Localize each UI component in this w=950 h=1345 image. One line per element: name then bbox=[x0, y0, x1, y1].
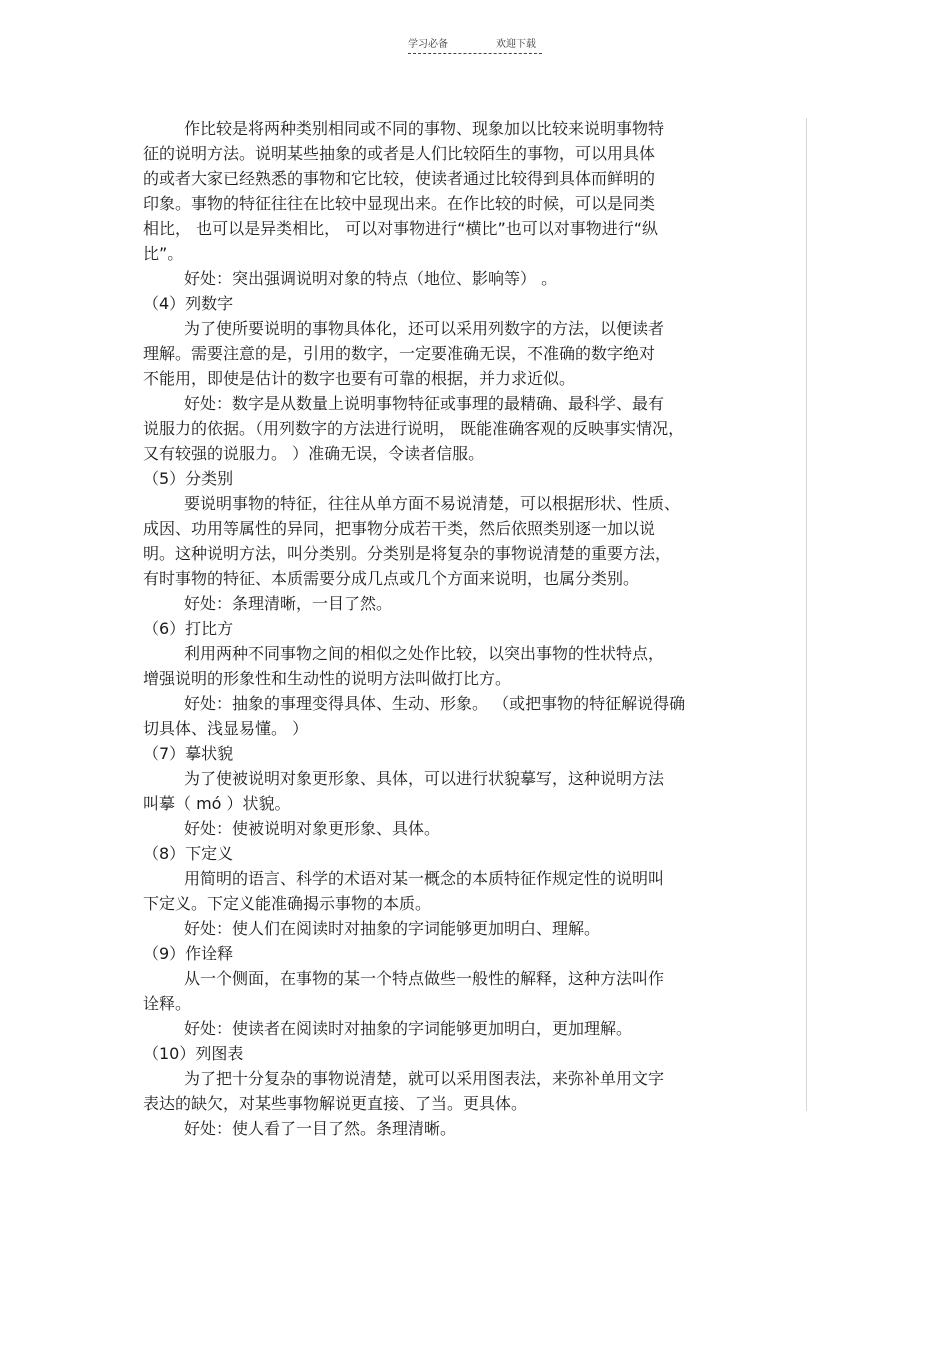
section-heading: （6）打比方 bbox=[143, 619, 234, 638]
text-line: 切具体、浅显易懂。 ） bbox=[143, 719, 309, 738]
text-line: 为了使所要说明的事物具体化，还可以采用列数字的方法，以便读者 bbox=[184, 319, 665, 338]
text-line: 为了把十分复杂的事物说清楚，就可以采用图表法，来弥补单用文字 bbox=[184, 1069, 665, 1088]
text-line: 印象。事物的特征往往在比较中显现出来。在作比较的时候，可以是同类 bbox=[143, 194, 656, 213]
text-line: 有时事物的特征、本质需要分成几点或几个方面来说明，也属分类别。 bbox=[143, 569, 640, 588]
text-line: 说服力的依据。（用列数字的方法进行说明， 既能准确客观的反映事实情况， bbox=[143, 419, 685, 438]
section-heading: （5）分类别 bbox=[143, 469, 234, 488]
section-heading: （4）列数字 bbox=[143, 294, 234, 313]
text-line: 作比较是将两种类别相同或不同的事物、现象加以比较来说明事物特 bbox=[184, 119, 665, 138]
text-line: 的或者大家已经熟悉的事物和它比较，使读者通过比较得到具体而鲜明的 bbox=[143, 169, 656, 188]
header-dashed-rule bbox=[408, 53, 542, 54]
text-line: 为了使被说明对象更形象、具体，可以进行状貌摹写，这种说明方法 bbox=[184, 769, 665, 788]
text-line: 不能用，即使是估计的数字也要有可靠的根据，并力求近似。 bbox=[143, 369, 576, 388]
section-heading: （8）下定义 bbox=[143, 844, 234, 863]
text-line: 从一个侧面，在事物的某一个特点做些一般性的解释，这种方法叫作 bbox=[184, 969, 665, 988]
margin-line bbox=[806, 118, 807, 1111]
text-line: 又有较强的说服力。 ）准确无误，令读者信服。 bbox=[143, 444, 485, 463]
text-line: 叫摹（ mó ）状貌。 bbox=[143, 794, 291, 813]
text-line: 下定义。下定义能准确揭示事物的本质。 bbox=[143, 894, 432, 913]
text-line: 好处：使人们在阅读时对抽象的字词能够更加明白、理解。 bbox=[184, 919, 601, 938]
text-line: 好处：使人看了一目了然。条理清晰。 bbox=[184, 1119, 457, 1138]
text-line: 好处：抽象的事理变得具体、生动、形象。 （或把事物的特征解说得确 bbox=[184, 694, 686, 713]
text-line: 好处：数字是从数量上说明事物特征或事理的最精确、最科学、最有 bbox=[184, 394, 665, 413]
text-line: 相比， 也可以是异类相比， 可以对事物进行“横比”也可以对事物进行“纵 bbox=[143, 219, 659, 238]
text-line: 理解。需要注意的是，引用的数字，一定要准确无误，不准确的数字绝对 bbox=[143, 344, 656, 363]
text-line: 明。这种说明方法，叫分类别。分类别是将复杂的事物说清楚的重要方法， bbox=[143, 544, 672, 563]
text-line: 表达的缺欠，对某些事物解说更直接、了当。更具体。 bbox=[143, 1094, 528, 1113]
section-heading: （7）摹状貌 bbox=[143, 744, 234, 763]
text-line: 征的说明方法。说明某些抽象的或者是人们比较陌生的事物，可以用具体 bbox=[143, 144, 656, 163]
section-heading: （9）作诠释 bbox=[143, 944, 234, 963]
text-line: 好处：使被说明对象更形象、具体。 bbox=[184, 819, 441, 838]
text-line: 好处：使读者在阅读时对抽象的字词能够更加明白，更加理解。 bbox=[184, 1019, 633, 1038]
page-header bbox=[408, 38, 542, 58]
text-line: 成因、功用等属性的异同，把事物分成若干类，然后依照类别逐一加以说 bbox=[143, 519, 656, 538]
text-line: 比”。 bbox=[143, 244, 184, 263]
header-right-text: 欢迎下载 bbox=[496, 39, 536, 50]
text-line: 诠释。 bbox=[143, 994, 192, 1013]
text-line: 用简明的语言、科学的术语对某一概念的本质特征作规定性的说明叫 bbox=[184, 869, 665, 888]
text-line: 利用两种不同事物之间的相似之处作比较，以突出事物的性状特点， bbox=[184, 644, 665, 663]
text-line: 好处：条理清晰，一目了然。 bbox=[184, 594, 393, 613]
section-heading: （10）列图表 bbox=[143, 1044, 244, 1063]
header-left-text: 学习必备 bbox=[408, 39, 448, 50]
text-line: 增强说明的形象性和生动性的说明方法叫做打比方。 bbox=[143, 669, 512, 688]
text-line: 好处：突出强调说明对象的特点（地位、影响等） 。 bbox=[184, 269, 558, 288]
text-line: 要说明事物的特征，往往从单方面不易说清楚，可以根据形状、性质、 bbox=[184, 494, 681, 513]
